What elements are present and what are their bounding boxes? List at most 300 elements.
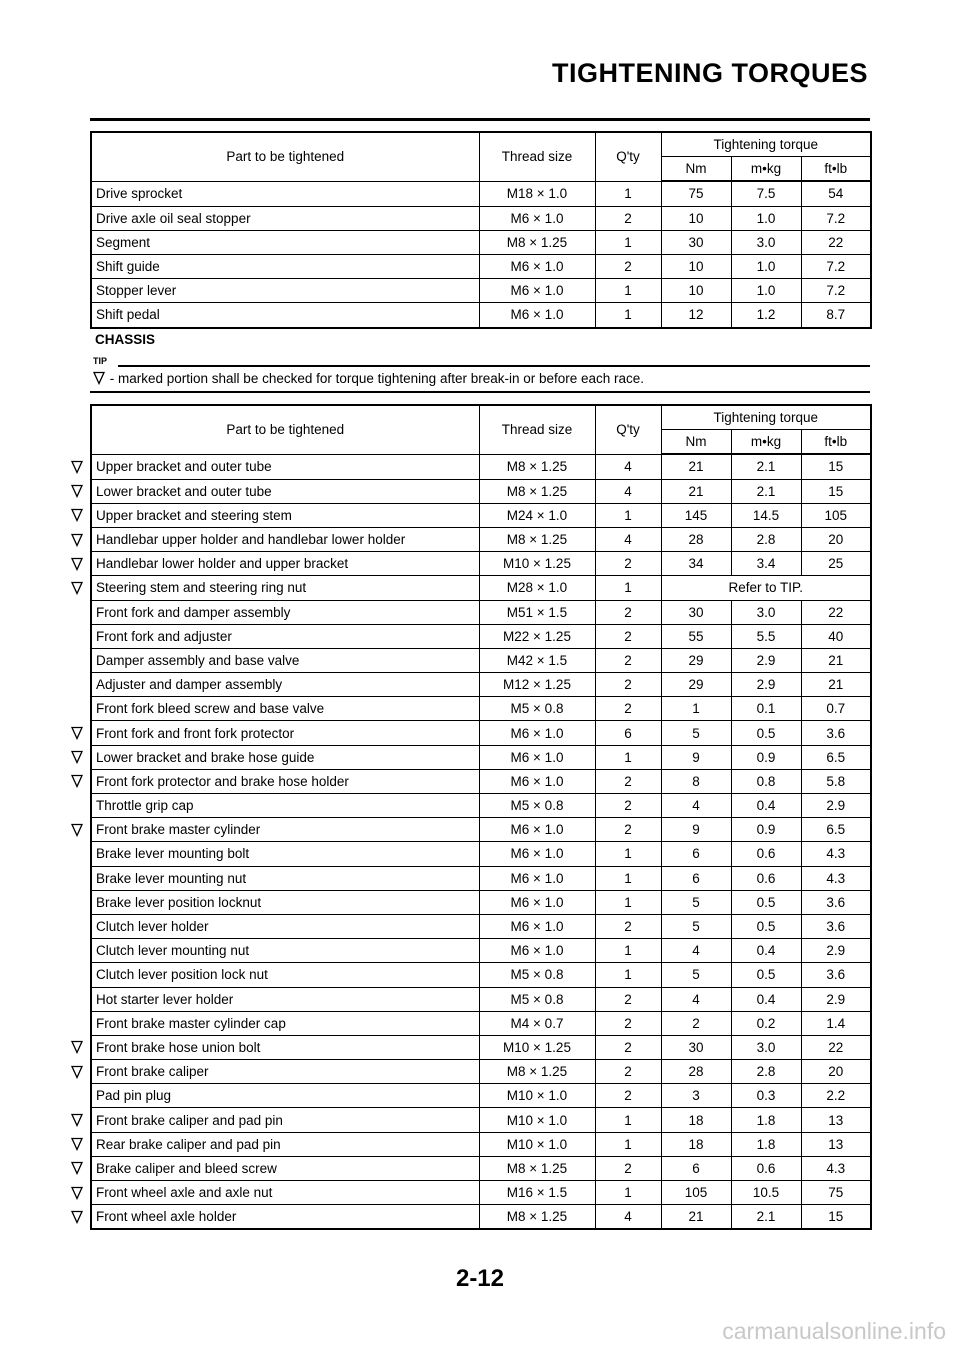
torque-ftlb-cell: 15 [801, 454, 871, 479]
table-row [91, 697, 871, 721]
part-name-cell: Front fork and front fork protector [91, 721, 479, 745]
torque-nm-cell: 9 [661, 818, 731, 842]
torque-ftlb-cell: 22 [801, 1035, 871, 1059]
torque-ftlb-cell: 7.2 [801, 206, 871, 230]
table-row [91, 794, 871, 818]
quantity-cell: 1 [595, 963, 661, 987]
thread-size-cell: M4 × 0.7 [479, 1011, 595, 1035]
engine-torque-table [90, 131, 872, 329]
torque-nm-cell: 4 [661, 939, 731, 963]
torque-nm-cell: 5 [661, 890, 731, 914]
table-row [91, 1156, 871, 1180]
torque-mkg-cell: 0.2 [731, 1011, 801, 1035]
table-row [91, 963, 871, 987]
part-name-cell: Lower bracket and brake hose guide [91, 745, 479, 769]
torque-mkg-cell: 2.9 [731, 673, 801, 697]
table-row [91, 769, 871, 793]
thread-size-cell: M8 × 1.25 [479, 527, 595, 551]
thread-size-cell: M10 × 1.25 [479, 1035, 595, 1059]
torque-mkg-cell: 0.5 [731, 721, 801, 745]
quantity-cell: 2 [595, 648, 661, 672]
torque-mkg-cell: 0.4 [731, 987, 801, 1011]
tip-text [92, 371, 644, 386]
check-triangle-icon [70, 533, 84, 547]
table-row [91, 890, 871, 914]
torque-mkg-cell: 2.9 [731, 648, 801, 672]
torque-mkg-cell: 0.1 [731, 697, 801, 721]
table-row [91, 1205, 871, 1230]
page-title: TIGHTENING TORQUES [551, 58, 868, 88]
table-row [91, 206, 871, 230]
thread-size-cell: M12 × 1.25 [479, 673, 595, 697]
quantity-cell: 1 [595, 866, 661, 890]
torque-nm-cell: 10 [661, 279, 731, 303]
torque-ftlb-cell: 7.2 [801, 279, 871, 303]
torque-nm-cell: 18 [661, 1132, 731, 1156]
check-triangle-icon [70, 1186, 84, 1200]
thread-size-cell: M6 × 1.0 [479, 939, 595, 963]
quantity-cell: 6 [595, 721, 661, 745]
torque-ftlb-cell: 7.2 [801, 254, 871, 278]
quantity-cell: 2 [595, 1011, 661, 1035]
torque-nm-cell: 145 [661, 503, 731, 527]
table-row [91, 181, 871, 206]
torque-mkg-cell: 1.8 [731, 1132, 801, 1156]
torque-nm-cell: 21 [661, 479, 731, 503]
part-name-cell: Brake lever mounting nut [91, 866, 479, 890]
torque-nm-cell: 29 [661, 673, 731, 697]
torque-nm-cell: 18 [661, 1108, 731, 1132]
check-triangle-icon [92, 371, 106, 385]
table-row [91, 254, 871, 278]
torque-mkg-cell: 0.5 [731, 914, 801, 938]
torque-ftlb-cell: 20 [801, 1060, 871, 1084]
part-name-cell: Drive axle oil seal stopper [91, 206, 479, 230]
torque-mkg-cell: 2.8 [731, 527, 801, 551]
watermark: carmanualsonline.info [722, 1318, 946, 1344]
torque-nm-cell: 4 [661, 794, 731, 818]
thread-size-cell: M8 × 1.25 [479, 1060, 595, 1084]
part-name-cell: Rear brake caliper and pad pin [91, 1132, 479, 1156]
table-row [91, 600, 871, 624]
torque-nm-cell: 55 [661, 624, 731, 648]
thread-size-cell: M6 × 1.0 [479, 769, 595, 793]
part-name-cell: Shift pedal [91, 303, 479, 328]
torque-ftlb-cell: 0.7 [801, 697, 871, 721]
part-name-cell: Front fork bleed screw and base valve [91, 697, 479, 721]
torque-mkg-cell: 1.0 [731, 254, 801, 278]
thread-size-cell: M6 × 1.0 [479, 721, 595, 745]
chassis-heading: CHASSIS [95, 332, 156, 347]
quantity-cell: 4 [595, 1205, 661, 1230]
torque-mkg-cell: 0.4 [731, 794, 801, 818]
quantity-cell: 2 [595, 254, 661, 278]
torque-nm-cell: 6 [661, 866, 731, 890]
quantity-cell: 1 [595, 230, 661, 254]
header-thread: Thread size [479, 405, 595, 454]
torque-nm-cell: 6 [661, 1156, 731, 1180]
table-row [91, 1035, 871, 1059]
torque-ftlb-cell: 6.5 [801, 745, 871, 769]
header-qty: Q'ty [595, 132, 661, 181]
thread-size-cell: M22 × 1.25 [479, 624, 595, 648]
check-triangle-icon [70, 484, 84, 498]
check-triangle-icon [70, 1040, 84, 1054]
thread-size-cell: M5 × 0.8 [479, 987, 595, 1011]
check-triangle-icon [70, 1065, 84, 1079]
table-row [91, 479, 871, 503]
torque-mkg-cell: 2.8 [731, 1060, 801, 1084]
thread-size-cell: M6 × 1.0 [479, 254, 595, 278]
quantity-cell: 2 [595, 552, 661, 576]
torque-ftlb-cell: 21 [801, 648, 871, 672]
torque-mkg-cell: 0.9 [731, 745, 801, 769]
torque-mkg-cell: 3.0 [731, 600, 801, 624]
quantity-cell: 4 [595, 527, 661, 551]
table-row [91, 624, 871, 648]
quantity-cell: 1 [595, 745, 661, 769]
torque-ftlb-cell: 40 [801, 624, 871, 648]
thread-size-cell: M6 × 1.0 [479, 914, 595, 938]
part-name-cell: Upper bracket and outer tube [91, 454, 479, 479]
torque-mkg-cell: 1.2 [731, 303, 801, 328]
quantity-cell: 1 [595, 181, 661, 206]
quantity-cell: 2 [595, 914, 661, 938]
part-name-cell: Steering stem and steering ring nut [91, 576, 479, 600]
torque-nm-cell: 30 [661, 1035, 731, 1059]
torque-ftlb-cell: 2.9 [801, 987, 871, 1011]
quantity-cell: 2 [595, 1060, 661, 1084]
check-triangle-icon [70, 726, 84, 740]
table-row [91, 527, 871, 551]
torque-nm-cell: 28 [661, 527, 731, 551]
torque-mkg-cell: 0.4 [731, 939, 801, 963]
part-name-cell: Stopper lever [91, 279, 479, 303]
tip-rule [90, 391, 870, 393]
torque-mkg-cell: 2.1 [731, 479, 801, 503]
thread-size-cell: M28 × 1.0 [479, 576, 595, 600]
table-row [91, 1011, 871, 1035]
quantity-cell: 1 [595, 939, 661, 963]
tip-sentence: - marked portion shall be checked for torque tightening after break-in or before each race. [106, 371, 645, 386]
thread-size-cell: M6 × 1.0 [479, 303, 595, 328]
part-name-cell: Damper assembly and base valve [91, 648, 479, 672]
torque-mkg-cell: 3.0 [731, 230, 801, 254]
table-row [91, 1060, 871, 1084]
torque-ftlb-cell: 15 [801, 479, 871, 503]
torque-ftlb-cell: 21 [801, 673, 871, 697]
header-nm: Nm [661, 430, 731, 455]
part-name-cell: Front wheel axle holder [91, 1205, 479, 1230]
thread-size-cell: M10 × 1.25 [479, 552, 595, 576]
part-name-cell: Front brake hose union bolt [91, 1035, 479, 1059]
torque-nm-cell: 6 [661, 842, 731, 866]
torque-mkg-cell: 0.3 [731, 1084, 801, 1108]
quantity-cell: 4 [595, 454, 661, 479]
thread-size-cell: M24 × 1.0 [479, 503, 595, 527]
check-triangle-icon [70, 1161, 84, 1175]
part-name-cell: Front brake master cylinder [91, 818, 479, 842]
torque-nm-cell: 30 [661, 600, 731, 624]
part-name-cell: Front brake caliper and pad pin [91, 1108, 479, 1132]
tip-label: TIP [93, 356, 108, 366]
thread-size-cell: M6 × 1.0 [479, 206, 595, 230]
tip-line [118, 365, 870, 367]
torque-mkg-cell: 10.5 [731, 1181, 801, 1205]
header-thread: Thread size [479, 132, 595, 181]
table-row [91, 576, 871, 600]
thread-size-cell: M42 × 1.5 [479, 648, 595, 672]
quantity-cell: 2 [595, 206, 661, 230]
torque-mkg-cell: 14.5 [731, 503, 801, 527]
table-row [91, 303, 871, 328]
quantity-cell: 2 [595, 624, 661, 648]
torque-nm-cell: 1 [661, 697, 731, 721]
quantity-cell: 1 [595, 1181, 661, 1205]
torque-ftlb-cell: 3.6 [801, 890, 871, 914]
torque-mkg-cell: 0.9 [731, 818, 801, 842]
thread-size-cell: M8 × 1.25 [479, 479, 595, 503]
quantity-cell: 2 [595, 673, 661, 697]
torque-mkg-cell: 7.5 [731, 181, 801, 206]
thread-size-cell: M8 × 1.25 [479, 454, 595, 479]
quantity-cell: 2 [595, 794, 661, 818]
torque-mkg-cell: 1.0 [731, 206, 801, 230]
torque-ftlb-cell: 22 [801, 230, 871, 254]
part-name-cell: Front brake caliper [91, 1060, 479, 1084]
torque-nm-cell: 34 [661, 552, 731, 576]
table-row [91, 1132, 871, 1156]
part-name-cell: Drive sprocket [91, 181, 479, 206]
header-ftlb: ft•lb [801, 430, 871, 455]
header-qty: Q'ty [595, 405, 661, 454]
torque-ftlb-cell: 105 [801, 503, 871, 527]
table-row [91, 721, 871, 745]
check-triangle-icon [70, 1137, 84, 1151]
torque-ftlb-cell: 4.3 [801, 1156, 871, 1180]
torque-ftlb-cell: 2.9 [801, 939, 871, 963]
thread-size-cell: M10 × 1.0 [479, 1084, 595, 1108]
table-row [91, 745, 871, 769]
torque-mkg-cell: 1.0 [731, 279, 801, 303]
torque-nm-cell: 9 [661, 745, 731, 769]
torque-ftlb-cell: 20 [801, 527, 871, 551]
torque-ftlb-cell: 4.3 [801, 866, 871, 890]
check-triangle-icon [70, 1210, 84, 1224]
torque-nm-cell: 105 [661, 1181, 731, 1205]
part-name-cell: Front fork protector and brake hose holder [91, 769, 479, 793]
part-name-cell: Front brake master cylinder cap [91, 1011, 479, 1035]
thread-size-cell: M6 × 1.0 [479, 745, 595, 769]
quantity-cell: 1 [595, 890, 661, 914]
thread-size-cell: M8 × 1.25 [479, 1156, 595, 1180]
torque-mkg-cell: 0.8 [731, 769, 801, 793]
torque-mkg-cell: 0.5 [731, 963, 801, 987]
header-part: Part to be tightened [91, 405, 479, 454]
torque-nm-cell: 29 [661, 648, 731, 672]
torque-ftlb-cell: 2.9 [801, 794, 871, 818]
torque-nm-cell: 75 [661, 181, 731, 206]
torque-ftlb-cell: 54 [801, 181, 871, 206]
torque-ftlb-cell: 3.6 [801, 914, 871, 938]
quantity-cell: 2 [595, 987, 661, 1011]
quantity-cell: 2 [595, 1035, 661, 1059]
quantity-cell: 2 [595, 1156, 661, 1180]
part-name-cell: Pad pin plug [91, 1084, 479, 1108]
torque-nm-cell: 10 [661, 254, 731, 278]
part-name-cell: Clutch lever position lock nut [91, 963, 479, 987]
check-triangle-icon [70, 1113, 84, 1127]
torque-ftlb-cell: 6.5 [801, 818, 871, 842]
thread-size-cell: M10 × 1.0 [479, 1108, 595, 1132]
table-row [91, 842, 871, 866]
torque-nm-cell: 8 [661, 769, 731, 793]
torque-ftlb-cell: 25 [801, 552, 871, 576]
torque-mkg-cell: 5.5 [731, 624, 801, 648]
quantity-cell: 2 [595, 818, 661, 842]
torque-mkg-cell: 2.1 [731, 1205, 801, 1230]
table-row [91, 230, 871, 254]
part-name-cell: Handlebar lower holder and upper bracket [91, 552, 479, 576]
torque-nm-cell: 28 [661, 1060, 731, 1084]
table-row [91, 1084, 871, 1108]
torque-ftlb-cell: 13 [801, 1132, 871, 1156]
part-name-cell: Clutch lever mounting nut [91, 939, 479, 963]
check-triangle-icon [70, 774, 84, 788]
torque-nm-cell: 3 [661, 1084, 731, 1108]
title-rule [90, 118, 870, 121]
header-nm: Nm [661, 157, 731, 182]
chassis-torque-table [90, 404, 872, 1230]
thread-size-cell: M16 × 1.5 [479, 1181, 595, 1205]
header-torque: Tightening torque [661, 132, 871, 157]
torque-mkg-cell: 3.0 [731, 1035, 801, 1059]
quantity-cell: 1 [595, 1132, 661, 1156]
thread-size-cell: M6 × 1.0 [479, 279, 595, 303]
table-row [91, 987, 871, 1011]
torque-ftlb-cell: 1.4 [801, 1011, 871, 1035]
torque-mkg-cell: 3.4 [731, 552, 801, 576]
thread-size-cell: M5 × 0.8 [479, 794, 595, 818]
part-name-cell: Front fork and damper assembly [91, 600, 479, 624]
quantity-cell: 2 [595, 600, 661, 624]
quantity-cell: 4 [595, 479, 661, 503]
header-part: Part to be tightened [91, 132, 479, 181]
table-row [91, 1181, 871, 1205]
table-row [91, 939, 871, 963]
torque-mkg-cell: 2.1 [731, 454, 801, 479]
part-name-cell: Adjuster and damper assembly [91, 673, 479, 697]
quantity-cell: 1 [595, 842, 661, 866]
torque-mkg-cell: 1.8 [731, 1108, 801, 1132]
check-triangle-icon [70, 823, 84, 837]
table-row [91, 454, 871, 479]
quantity-cell: 1 [595, 279, 661, 303]
thread-size-cell: M18 × 1.0 [479, 181, 595, 206]
part-name-cell: Hot starter lever holder [91, 987, 479, 1011]
check-triangle-icon [70, 557, 84, 571]
torque-nm-cell: 4 [661, 987, 731, 1011]
torque-nm-cell: 10 [661, 206, 731, 230]
torque-nm-cell: 21 [661, 1205, 731, 1230]
part-name-cell: Front fork and adjuster [91, 624, 479, 648]
quantity-cell: 2 [595, 1084, 661, 1108]
check-triangle-icon [70, 460, 84, 474]
table-row [91, 866, 871, 890]
thread-size-cell: M5 × 0.8 [479, 963, 595, 987]
part-name-cell: Brake lever position locknut [91, 890, 479, 914]
torque-mkg-cell: 0.5 [731, 890, 801, 914]
table-row [91, 552, 871, 576]
part-name-cell: Handlebar upper holder and handlebar lower holder [91, 527, 479, 551]
table-row [91, 914, 871, 938]
quantity-cell: 1 [595, 503, 661, 527]
quantity-cell: 1 [595, 303, 661, 328]
torque-ftlb-cell: 22 [801, 600, 871, 624]
torque-mkg-cell: 0.6 [731, 866, 801, 890]
torque-ftlb-cell: 2.2 [801, 1084, 871, 1108]
torque-ftlb-cell: 75 [801, 1181, 871, 1205]
table-row [91, 503, 871, 527]
engine-table-body [91, 181, 871, 327]
torque-ftlb-cell: 8.7 [801, 303, 871, 328]
thread-size-cell: M6 × 1.0 [479, 818, 595, 842]
check-triangle-icon [70, 581, 84, 595]
table-row [91, 648, 871, 672]
header-mkg: m•kg [731, 430, 801, 455]
thread-size-cell: M5 × 0.8 [479, 697, 595, 721]
torque-nm-cell: 2 [661, 1011, 731, 1035]
quantity-cell: 2 [595, 697, 661, 721]
table-row [91, 673, 871, 697]
torque-ftlb-cell: 15 [801, 1205, 871, 1230]
quantity-cell: 2 [595, 769, 661, 793]
torque-ftlb-cell: 3.6 [801, 721, 871, 745]
thread-size-cell: M8 × 1.25 [479, 230, 595, 254]
torque-ftlb-cell: 13 [801, 1108, 871, 1132]
torque-note-cell: Refer to TIP. [661, 576, 871, 600]
torque-ftlb-cell: 3.6 [801, 963, 871, 987]
thread-size-cell: M6 × 1.0 [479, 866, 595, 890]
page-number: 2-12 [455, 1265, 505, 1292]
torque-nm-cell: 5 [661, 963, 731, 987]
torque-ftlb-cell: 4.3 [801, 842, 871, 866]
torque-nm-cell: 5 [661, 721, 731, 745]
part-name-cell: Front wheel axle and axle nut [91, 1181, 479, 1205]
torque-nm-cell: 21 [661, 454, 731, 479]
quantity-cell: 1 [595, 576, 661, 600]
table-row [91, 279, 871, 303]
header-mkg: m•kg [731, 157, 801, 182]
table-row [91, 818, 871, 842]
check-triangle-icon [70, 508, 84, 522]
torque-nm-cell: 12 [661, 303, 731, 328]
thread-size-cell: M6 × 1.0 [479, 890, 595, 914]
chassis-table-body [91, 454, 871, 1229]
part-name-cell: Lower bracket and outer tube [91, 479, 479, 503]
part-name-cell: Brake lever mounting bolt [91, 842, 479, 866]
quantity-cell: 1 [595, 1108, 661, 1132]
thread-size-cell: M51 × 1.5 [479, 600, 595, 624]
thread-size-cell: M8 × 1.25 [479, 1205, 595, 1230]
torque-ftlb-cell: 5.8 [801, 769, 871, 793]
check-triangle-icon [70, 750, 84, 764]
torque-nm-cell: 30 [661, 230, 731, 254]
torque-mkg-cell: 0.6 [731, 842, 801, 866]
thread-size-cell: M10 × 1.0 [479, 1132, 595, 1156]
table-row [91, 1108, 871, 1132]
thread-size-cell: M6 × 1.0 [479, 842, 595, 866]
